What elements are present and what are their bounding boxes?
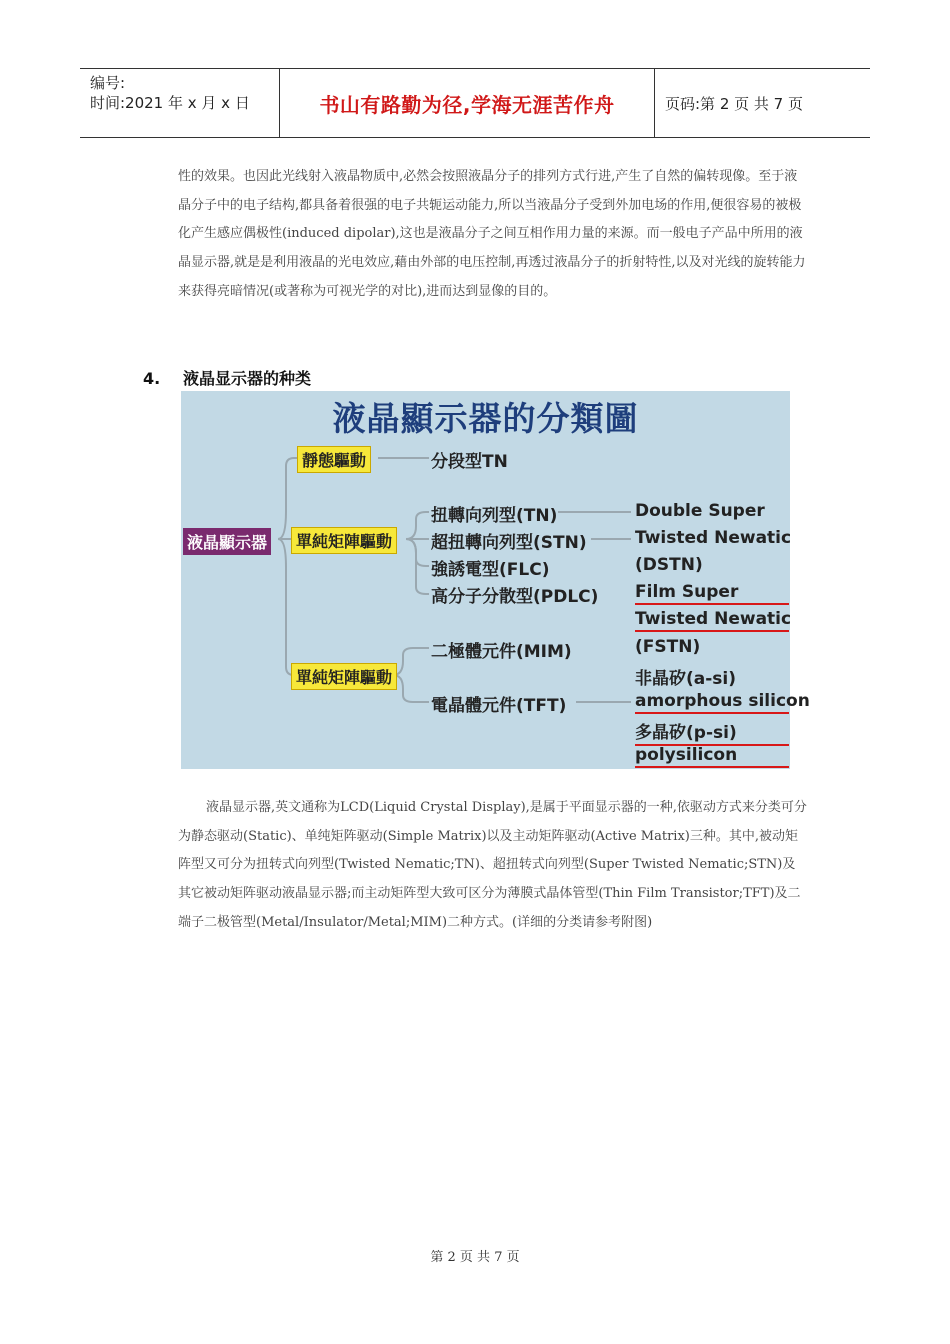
page-footer: 第 2 页 共 7 页: [430, 1250, 520, 1265]
right-item-2: (DSTN): [635, 555, 703, 575]
g3-item-0: 二極體元件(MIM): [431, 642, 572, 662]
g2-item-2: 強誘電型(FLC): [431, 560, 550, 580]
lcd-classification-figure: [181, 391, 810, 769]
g1-item-0: 分段型TN: [431, 452, 508, 472]
section-number: 4.: [143, 369, 161, 388]
section-title: 液晶显示器的种类: [183, 369, 312, 388]
right-item-4: Twisted Newatic: [635, 609, 789, 632]
group-static-node: 靜態驅動: [297, 446, 371, 473]
right-item-6: 非晶矽(a-si): [635, 669, 737, 689]
root-node: 液晶顯示器: [183, 528, 271, 555]
g3-item-1: 電晶體元件(TFT): [431, 696, 567, 716]
paragraph-intro: 性的效果。也因此光线射入液晶物质中,必然会按照液晶分子的排列方式行进,产生了自然的偏转现像。至于液晶分子中的电子结构,都具备着很强的电子共轭运动能力,所以当液晶分子受到外加电场的作用,便很容易的被极化产生感应偶极性(induced dipolar),这也是液晶分子之间互相作用力量的来源。而一般电子产品中所用的液晶显示器,就是是利用液晶的光电效应,藉由外部的电压控制,再透过液晶分子的折射特性,以及对光线的旋转能力来获得亮暗情况(或著称为可视光学的对比),进而达到显像的目的。: [178, 169, 806, 299]
page-header: [80, 68, 870, 138]
g2-item-3: 高分子分散型(PDLC): [431, 587, 599, 607]
paragraph-classification: 液晶显示器,英文通称为LCD(Liquid Crystal Display),是属于平面显示器的一种,依驱动方式来分类可分为静态驱动(Static)、单纯矩阵驱动(Simple Matrix)以及主动矩阵驱动(Active Matrix)三种。其中,被动矩阵型又可分为扭转式向列型(Twisted Nematic;TN)、超扭转式向列型(Super Twisted Nematic;STN)及其它被动矩阵驱动液晶显示器;而主动矩阵型大致可区分为薄膜式晶体管型(Thin Film Transistor;TFT)及二端子二极管型(Metal/Insulator/Metal;MIM)二种方式。(详细的分类请参考附图): [178, 800, 807, 930]
figure-title: 液晶顯示器的分類圖: [332, 399, 639, 438]
header-motto: 书山有路勤为径,学海无涯苦作舟: [280, 69, 655, 137]
g2-item-1: 超扭轉向列型(STN): [431, 533, 587, 553]
group-active-node: 單純矩陣驅動: [291, 663, 397, 690]
right-item-9: polysilicon: [635, 745, 789, 768]
right-item-0: Double Super: [635, 501, 765, 521]
group-passive-node: 單純矩陣驅動: [291, 527, 397, 554]
header-meta: [80, 69, 280, 137]
right-item-7: amorphous silicon: [635, 691, 789, 714]
right-item-5: (FSTN): [635, 637, 701, 657]
g2-item-0: 扭轉向列型(TN): [431, 506, 558, 526]
header-page-label: 页码:第 2 页 共 7 页: [665, 94, 803, 113]
section-heading: [143, 366, 311, 389]
right-item-1: Twisted Newatic: [635, 528, 792, 548]
time-label: 时间:2021 年 x 月 x 日: [90, 94, 250, 112]
right-item-8: 多晶矽(p-si): [635, 718, 789, 746]
right-item-3: Film Super: [635, 582, 789, 605]
number-label: 编号:: [90, 74, 126, 92]
